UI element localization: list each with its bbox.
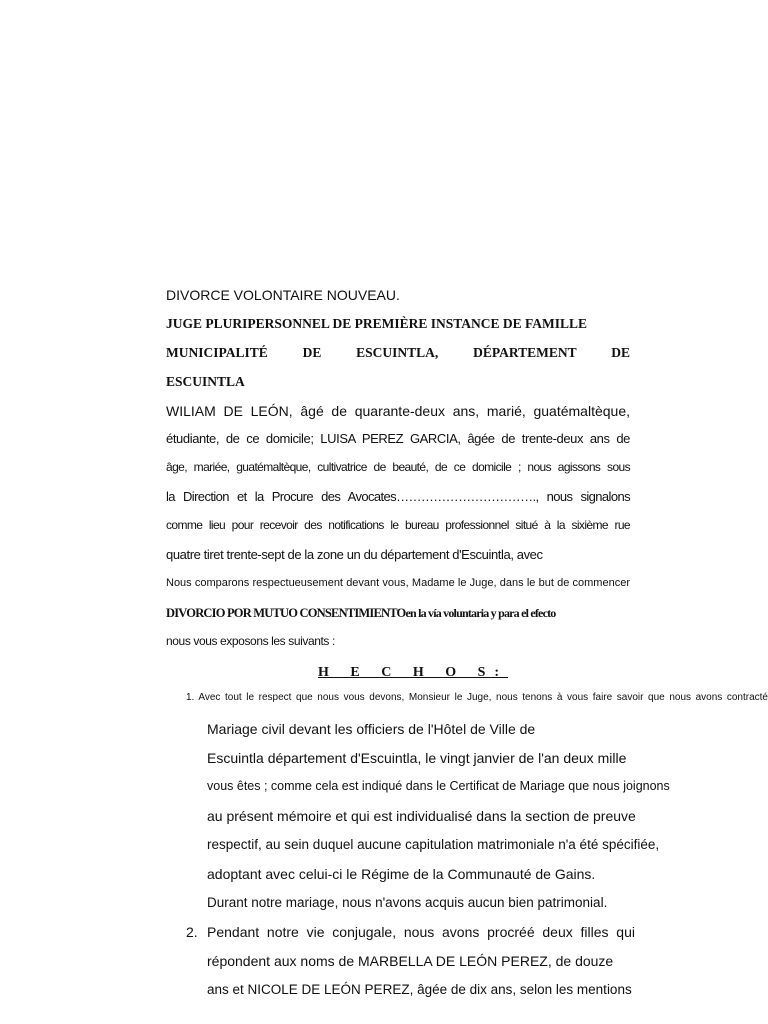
expose-line: nous vous exposons les suivants : bbox=[166, 634, 335, 648]
fact1-line-5: respectif, au sein duquel aucune capitulation matrimoniale n'a été spécifiée, bbox=[207, 837, 660, 852]
divorcio-line bbox=[166, 606, 630, 621]
fact1-line-2: Escuintla département d'Escuintla, le vingt janvier de l'an deux mille bbox=[207, 750, 627, 766]
fact1-first-line: 1. Avec tout le respect que nous vous devons, Monsieur le Juge, nous tenons à vous faire savoir que nous avons contracté bbox=[186, 692, 768, 703]
fact2-line-2: répondent aux noms de MARBELLA DE LEÓN PEREZ, de douze bbox=[207, 953, 614, 969]
intro-line-6: quatre tiret trente-sept de la zone un du département d'Escuintla, avec bbox=[166, 547, 543, 562]
intro-line-7: Nous comparons respectueusement devant vous, Madame le Juge, dans le but de commencer bbox=[166, 577, 630, 589]
fact1-line-6: adoptant avec celui-ci le Régime de la Communauté de Gains. bbox=[207, 866, 596, 882]
fact1-line-7: Durant notre mariage, nous n'avons acquis aucun bien patrimonial. bbox=[207, 895, 608, 910]
intro-line-4: la Direction et la Procure des Avocates……………………………., nous signalons bbox=[166, 489, 630, 504]
divorcio-rest: en la vía voluntaria y para el efecto bbox=[405, 606, 556, 620]
fact2-number: 2. bbox=[186, 924, 198, 940]
fact1-line-4: au présent mémoire et qui est individualisé dans la section de preuve bbox=[207, 808, 636, 824]
fact2-line-3: ans et NICOLE DE LEÓN PEREZ, âgée de dix ans, selon les mentions bbox=[207, 982, 632, 997]
intro-line-2: étudiante, de ce domicile; LUISA PEREZ GARCIA, âgée de trente-deux ans de bbox=[166, 431, 630, 446]
court-line-1: JUGE PLURIPERSONNEL DE PREMIÈRE INSTANCE DE FAMILLE bbox=[166, 316, 588, 331]
court-line-3: ESCUINTLA bbox=[166, 374, 245, 389]
document-heading: DIVORCE VOLONTAIRE NOUVEAU. bbox=[166, 287, 400, 303]
intro-line-3: âge, mariée, guatémaltèque, cultivatrice de beauté, de ce domicile ; nous agissons sous bbox=[166, 460, 630, 474]
intro-line-1: WILIAM DE LEÓN, âgé de quarante-deux ans, marié, guatémaltèque, bbox=[166, 403, 630, 419]
fact1-line-3: vous êtes ; comme cela est indiqué dans le Certificat de Mariage que nous joignons bbox=[207, 779, 670, 793]
intro-line-5: comme lieu pour recevoir des notifications le bureau professionnel situé à la sixième rue bbox=[166, 518, 630, 532]
court-line-2: MUNICIPALITÉ DE ESCUINTLA, DÉPARTEMENT DE bbox=[166, 345, 630, 360]
hechos-title: H E C H O S: bbox=[318, 665, 509, 680]
divorcio-bold: DIVORCIO POR MUTUO CONSENTIMIENTO bbox=[166, 606, 406, 620]
fact2-line-1: Pendant notre vie conjugale, nous avons procréé deux filles qui bbox=[207, 924, 635, 940]
fact1-line-1: Mariage civil devant les officiers de l'Hôtel de Ville de bbox=[207, 721, 536, 737]
